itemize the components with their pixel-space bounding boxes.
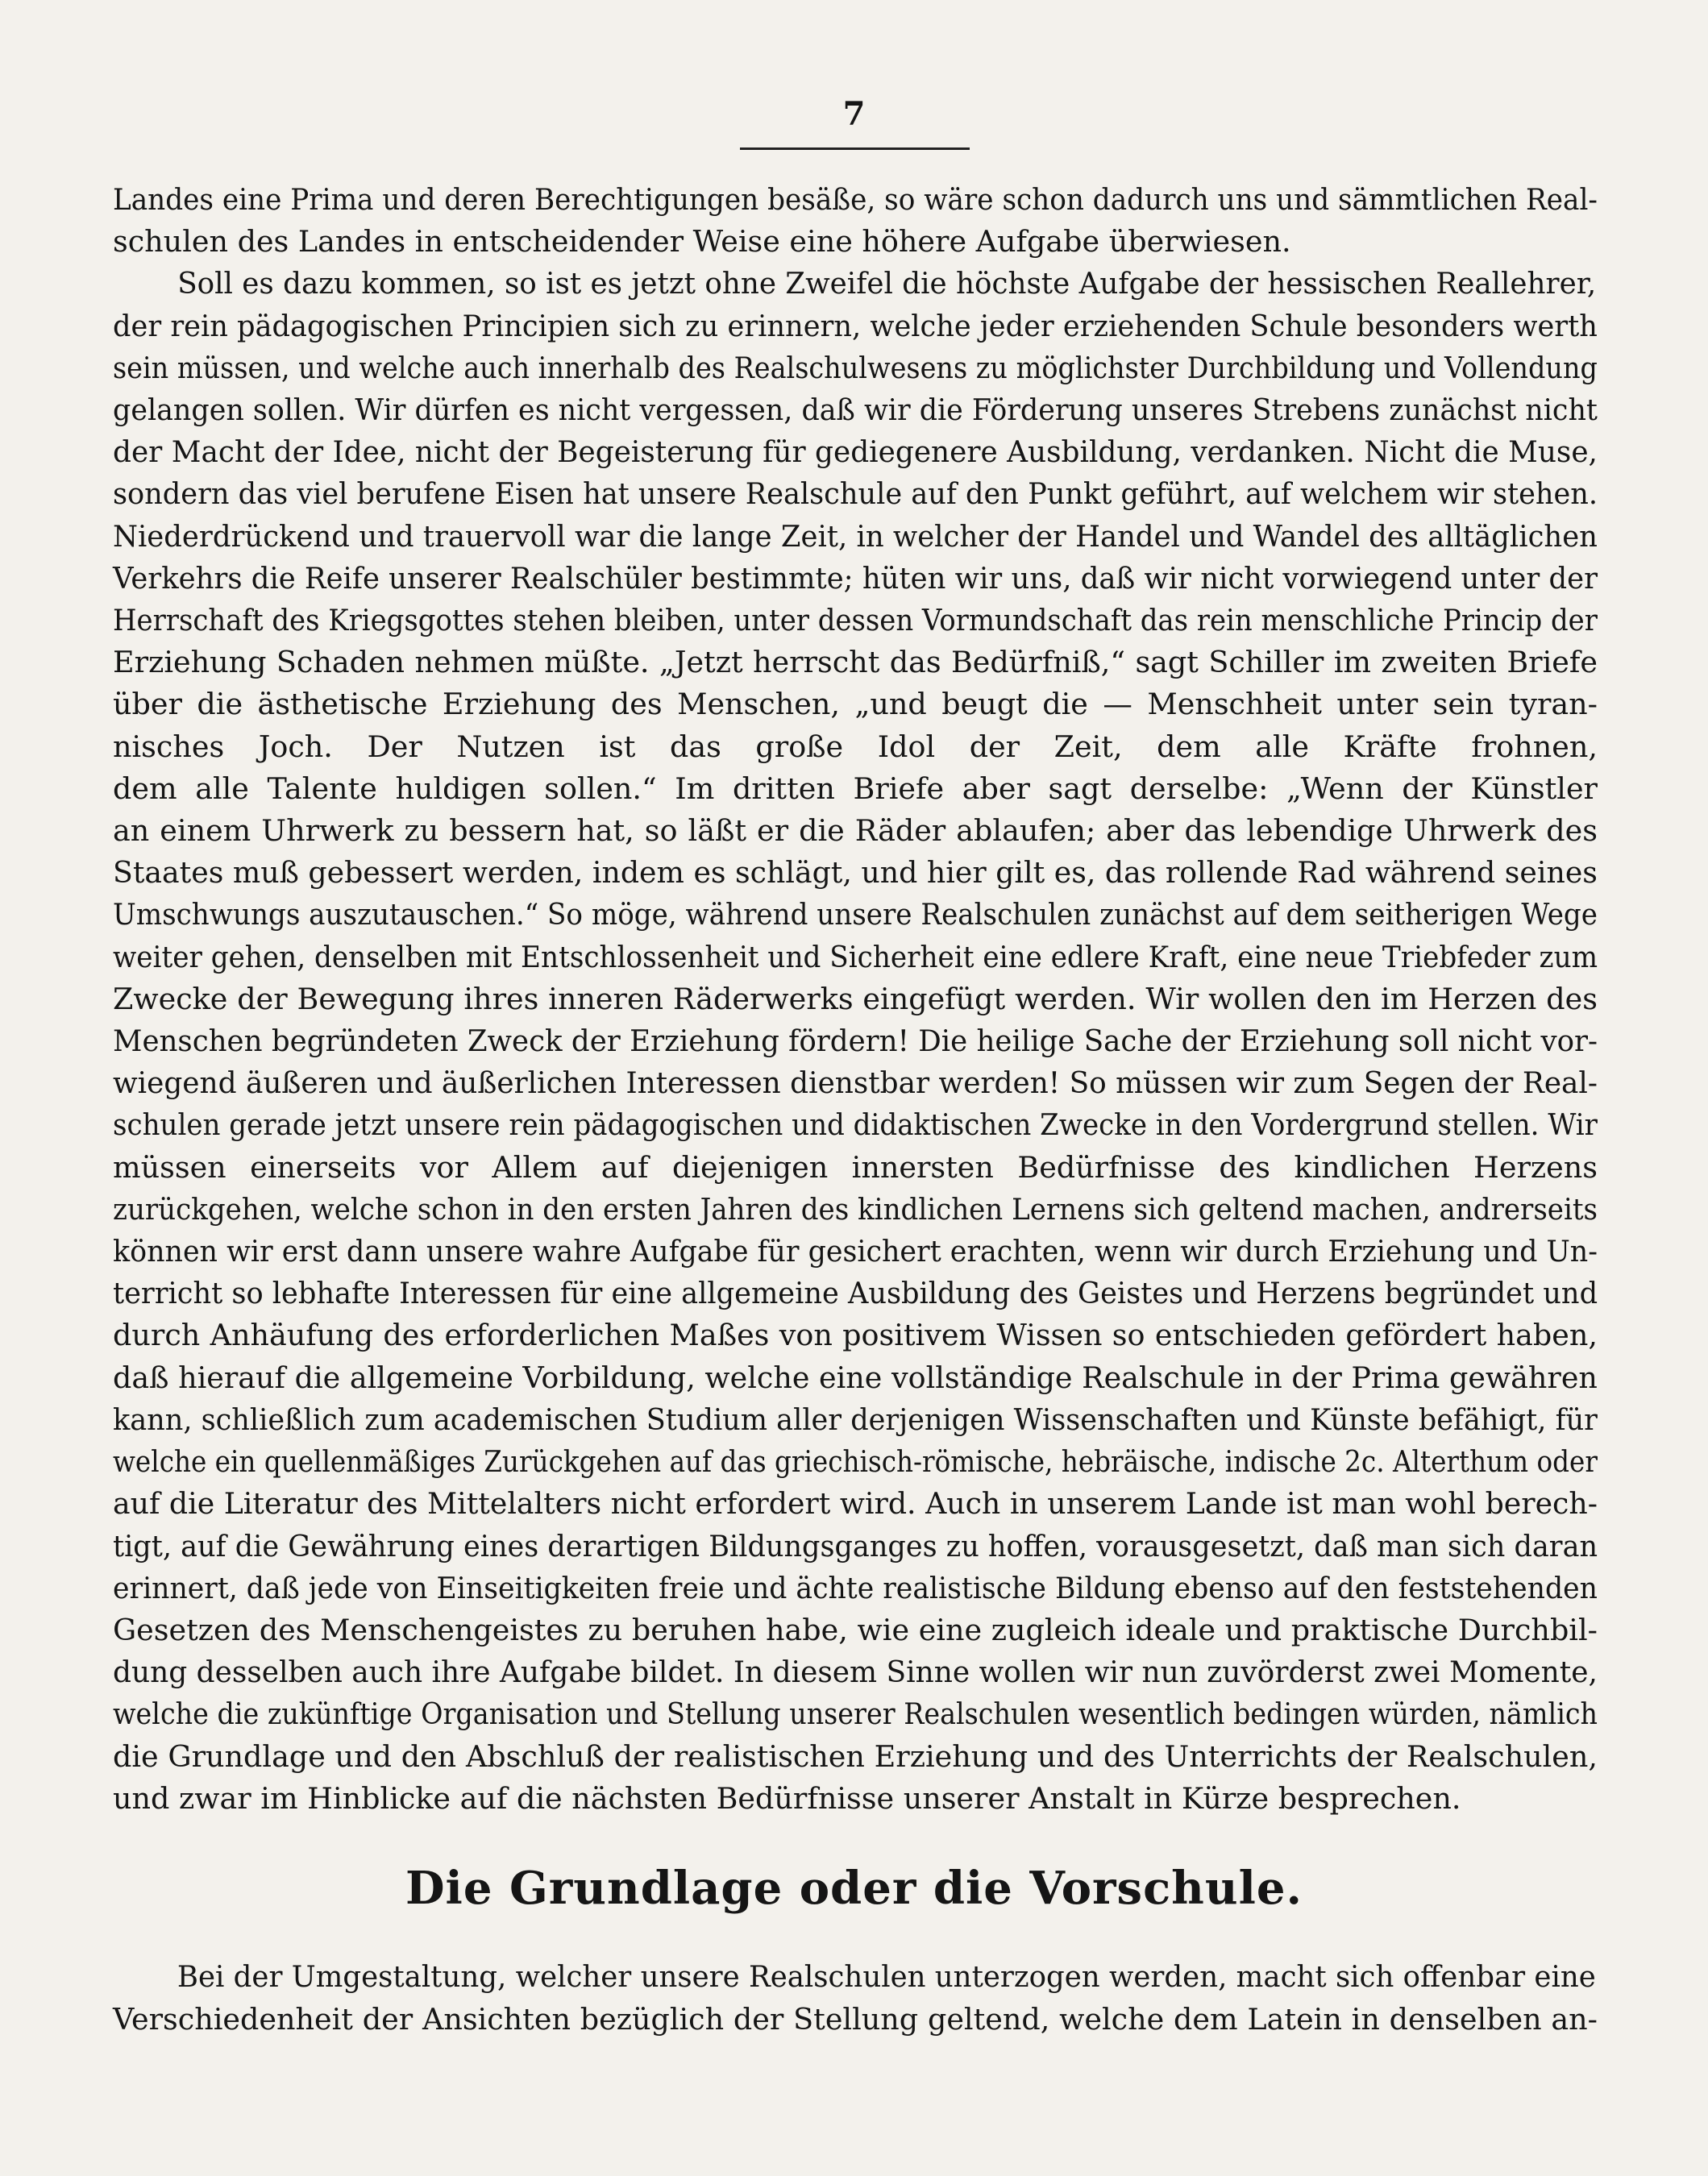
text-line: der Macht der Idee, nicht der Begeisterung für gediegenere Ausbildung, verdanken. Nicht die Muse, — [113, 434, 1598, 470]
header-rule — [740, 147, 970, 150]
text-line: tigt, auf die Gewährung eines derartigen Bildungsganges zu hoffen, vorausgesetzt, daß man sich daran — [113, 1528, 1598, 1563]
text-line: Niederdrückend und trauervoll war die lange Zeit, in welcher der Handel und Wandel des alltäglichen — [113, 518, 1598, 554]
text-line: Staates muß gebessert werden, indem es schlägt, und hier gilt es, das rollende Rad während seines — [113, 855, 1598, 891]
text-line: wiegend äußeren und äußerlichen Interessen dienstbar werden! So müssen wir zum Segen der Real- — [113, 1065, 1598, 1101]
text-line: können wir erst dann unsere wahre Aufgabe für gesichert erachten, wenn wir durch Erziehung und Un- — [113, 1234, 1598, 1269]
text-line: und zwar im Hinblicke auf die nächsten Bedürfnisse unserer Anstalt in Kürze besprechen. — [113, 1780, 1461, 1816]
text-line: Herrschaft des Kriegsgottes stehen bleiben, unter dessen Vormundschaft das rein menschliche Princip der — [113, 603, 1598, 638]
second-paragraph — [113, 1956, 1598, 2041]
text-line: welche die zukünftige Organisation und Stellung unserer Realschulen wesentlich bedingen würden, nämlich — [113, 1696, 1598, 1732]
text-line: daß hierauf die allgemeine Vorbildung, welche eine vollständige Realschule in der Prima gewähren — [113, 1360, 1598, 1395]
text-line: nisches Joch. Der Nutzen ist das große Idol der Zeit, dem alle Kräfte frohnen, — [113, 729, 1598, 764]
main-paragraph — [113, 179, 1598, 1820]
text-line: dem alle Talente huldigen sollen.“ Im dritten Briefe aber sagt derselbe: „Wenn der Künstler — [113, 770, 1598, 806]
text-line: auf die Literatur des Mittelalters nicht erfordert wird. Auch in unserem Lande ist man wohl berech- — [113, 1486, 1598, 1522]
text-line: sondern das viel berufene Eisen hat unsere Realschule auf den Punkt geführt, auf welchem wir stehen. — [113, 476, 1598, 512]
text-line: über die ästhetische Erziehung des Menschen, „und beugt die — Menschheit unter sein tyran- — [113, 687, 1598, 722]
page-number: 7 — [842, 95, 866, 133]
text-line: schulen des Landes in entscheidender Weise eine höhere Aufgabe überwiesen. — [113, 224, 1291, 260]
text-line: terricht so lebhafte Interessen für eine allgemeine Ausbildung des Geistes und Herzens begründet und — [113, 1276, 1598, 1311]
text-line: welche ein quellenmäßiges Zurückgehen auf das griechisch-römische, hebräische, indische 2c. Alterthum oder — [113, 1444, 1598, 1480]
section-heading: Die Grundlage oder die Vorschule. — [405, 1862, 1303, 1915]
text-line: der rein pädagogischen Principien sich zu erinnern, welche jeder erziehenden Schule besonders werth — [113, 308, 1598, 343]
text-line: die Grundlage und den Abschluß der realistischen Erziehung und des Unterrichts der Realschulen, — [113, 1738, 1598, 1774]
text-line: durch Anhäufung des erforderlichen Maßes von positivem Wissen so entschieden gefördert haben, — [113, 1318, 1598, 1353]
text-line: an einem Uhrwerk zu bessern hat, so läßt er die Räder ablaufen; aber das lebendige Uhrwerk des — [113, 813, 1598, 849]
text-line: Zwecke der Bewegung ihres inneren Räderwerks eingefügt werden. Wir wollen den im Herzen des — [113, 981, 1598, 1016]
text-line: Bei der Umgestaltung, welcher unsere Realschulen unterzogen werden, macht sich offenbar eine — [177, 1959, 1596, 1994]
text-line: Menschen begründeten Zweck der Erziehung fördern! Die heilige Sache der Erziehung soll nicht vor- — [113, 1024, 1598, 1059]
text-line: Verschiedenheit der Ansichten bezüglich der Stellung geltend, welche dem Latein in denselben an- — [113, 2001, 1598, 2037]
text-line: Umschwungs auszutauschen.“ So möge, während unsere Realschulen zunächst auf dem seitherigen Wege — [113, 897, 1598, 932]
text-line: sein müssen, und welche auch innerhalb des Realschulwesens zu möglichster Durchbildung und Vollendung — [113, 350, 1598, 385]
text-line: weiter gehen, denselben mit Entschlossenheit und Sicherheit eine edlere Kraft, eine neue Triebfeder zum — [113, 939, 1598, 974]
text-line: Gesetzen des Menschengeistes zu beruhen habe, wie eine zugleich ideale und praktische Durchbil- — [113, 1612, 1598, 1647]
text-line: gelangen sollen. Wir dürfen es nicht vergessen, daß wir die Förderung unseres Strebens zunächst nicht — [113, 392, 1598, 428]
text-line: Verkehrs die Reife unserer Realschüler bestimmte; hüten wir uns, daß wir nicht vorwiegend unter der — [113, 560, 1598, 596]
text-line: zurückgehen, welche schon in den ersten Jahren des kindlichen Lernens sich geltend machen, andrerseits — [113, 1191, 1598, 1227]
text-line: müssen einerseits vor Allem auf diejenigen innersten Bedürfnisse des kindlichen Herzens — [113, 1149, 1598, 1185]
text-line: dung desselben auch ihre Aufgabe bildet. In diesem Sinne wollen wir nun zuvörderst zwei Momente, — [113, 1655, 1598, 1690]
text-line: schulen gerade jetzt unsere rein pädagogischen und didaktischen Zwecke in den Vordergrund stellen. Wir — [113, 1107, 1598, 1143]
text-line: Erziehung Schaden nehmen müßte. „Jetzt herrscht das Bedürfniß,“ sagt Schiller im zweiten Briefe — [113, 645, 1598, 680]
text-line: Landes eine Prima und deren Berechtigungen besäße, so wäre schon dadurch uns und sämmtlichen Real- — [113, 182, 1598, 217]
text-line: Soll es dazu kommen, so ist es jetzt ohne Zweifel die höchste Aufgabe der hessischen Reallehrer, — [177, 266, 1597, 301]
text-line: kann, schließlich zum academischen Studium aller derjenigen Wissenschaften und Künste befähigt, für — [113, 1402, 1598, 1437]
text-line: erinnert, daß jede von Einseitigkeiten freie und ächte realistische Bildung ebenso auf den feststehenden — [113, 1570, 1598, 1605]
